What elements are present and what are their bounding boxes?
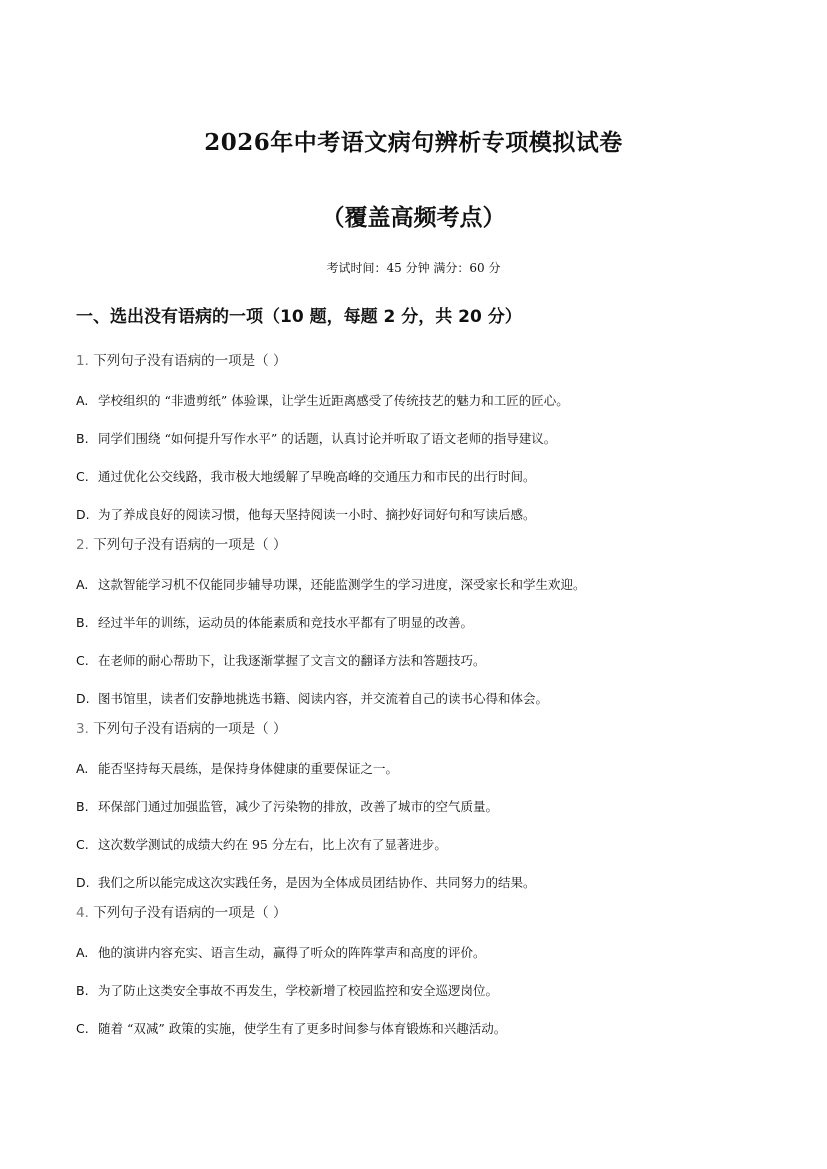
option-text: 我们之所以能完成这次实践任务，是因为全体成员团结协作、共同努力的结果。 [98, 875, 536, 890]
question-2 [76, 532, 756, 710]
option-b[interactable] [76, 980, 756, 1002]
option-text: 学校组织的 “非遗剪纸” 体验课，让学生近距离感受了传统技艺的魅力和工匠的匠心。 [98, 393, 569, 408]
question-number: 3. [76, 721, 89, 737]
exam-info: 考试时间：45 分钟 满分：60 分 [326, 261, 501, 275]
option-a[interactable] [76, 574, 756, 596]
option-letter: D. [76, 507, 90, 522]
option-text: 图书馆里，读者们安静地挑选书籍、阅读内容，并交流着自己的读书心得和体会。 [98, 691, 549, 706]
option-letter: B. [76, 799, 89, 814]
option-text: 同学们围绕 “如何提升写作水平” 的话题，认真讨论并听取了语文老师的指导建议。 [98, 431, 557, 446]
question-text: 下列句子没有语病的一项是（ ） [93, 721, 287, 737]
exam-title: 2026年中考语文病句辨析专项模拟试卷 [204, 129, 623, 156]
question-stem [76, 716, 756, 742]
question-3 [76, 716, 756, 894]
option-letter: D. [76, 691, 90, 706]
exam-subtitle: （覆盖高频考点） [321, 204, 506, 231]
question-text: 下列句子没有语病的一项是（ ） [93, 353, 287, 369]
question-text: 下列句子没有语病的一项是（ ） [93, 537, 287, 553]
option-a[interactable] [76, 942, 756, 964]
option-letter: B. [76, 615, 89, 630]
option-c[interactable] [76, 1018, 756, 1040]
option-b[interactable] [76, 796, 756, 818]
option-text: 环保部门通过加强监管，减少了污染物的排放，改善了城市的空气质量。 [98, 799, 499, 814]
question-number: 4. [76, 905, 89, 921]
option-letter: B. [76, 431, 89, 446]
question-stem [76, 900, 756, 926]
question-text: 下列句子没有语病的一项是（ ） [93, 905, 287, 921]
option-text: 他的演讲内容充实、语言生动，赢得了听众的阵阵掌声和高度的评价。 [98, 945, 486, 960]
option-b[interactable] [76, 612, 756, 634]
option-d[interactable] [76, 504, 756, 526]
option-letter: C. [76, 837, 89, 852]
option-letter: C. [76, 653, 89, 668]
question-4 [76, 900, 756, 1040]
option-d[interactable] [76, 872, 756, 894]
option-a[interactable] [76, 390, 756, 412]
option-letter: A. [76, 393, 89, 408]
option-d[interactable] [76, 688, 756, 710]
option-a[interactable] [76, 758, 756, 780]
option-c[interactable] [76, 650, 756, 672]
option-c[interactable] [76, 466, 756, 488]
option-letter: D. [76, 875, 90, 890]
option-text: 通过优化公交线路，我市极大地缓解了早晚高峰的交通压力和市民的出行时间。 [98, 469, 536, 484]
option-text: 经过半年的训练，运动员的体能素质和竞技水平都有了明显的改善。 [98, 615, 474, 630]
option-letter: A. [76, 761, 89, 776]
option-text: 为了养成良好的阅读习惯，他每天坚持阅读一小时、摘抄好词好句和写读后感。 [98, 507, 536, 522]
question-list [76, 348, 756, 1040]
option-b[interactable] [76, 428, 756, 450]
option-letter: A. [76, 577, 89, 592]
question-number: 2. [76, 537, 89, 553]
option-text: 这款智能学习机不仅能同步辅导功课，还能监测学生的学习进度，深受家长和学生欢迎。 [98, 577, 586, 592]
option-text: 这次数学测试的成绩大约在 95 分左右，比上次有了显著进步。 [98, 837, 447, 852]
option-c[interactable] [76, 834, 756, 856]
question-number: 1. [76, 353, 89, 369]
option-text: 能否坚持每天晨练，是保持身体健康的重要保证之一。 [98, 761, 399, 776]
question-stem [76, 348, 756, 374]
option-text: 随着 “双减” 政策的实施，使学生有了更多时间参与体育锻炼和兴趣活动。 [98, 1021, 507, 1036]
option-text: 在老师的耐心帮助下，让我逐渐掌握了文言文的翻译方法和答题技巧。 [98, 653, 486, 668]
option-letter: C. [76, 469, 89, 484]
question-stem [76, 532, 756, 558]
section-heading: 一、选出没有语病的一项（10 题，每题 2 分，共 20 分） [76, 307, 522, 327]
question-1 [76, 348, 756, 526]
option-text: 为了防止这类安全事故不再发生，学校新增了校园监控和安全巡逻岗位。 [98, 983, 499, 998]
option-letter: B. [76, 983, 89, 998]
option-letter: A. [76, 945, 89, 960]
option-letter: C. [76, 1021, 89, 1036]
